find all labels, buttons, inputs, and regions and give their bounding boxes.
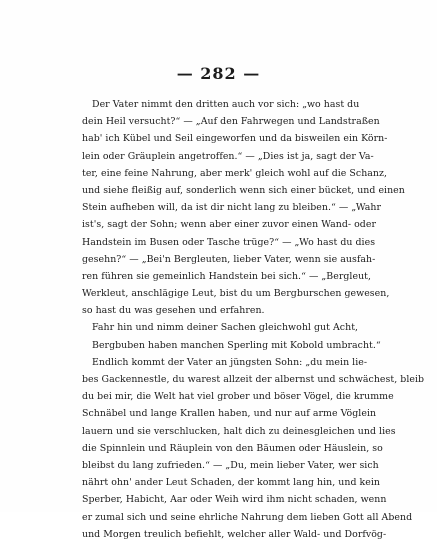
text-line: nährt ohn' ander Leut Schaden, der kommt lang hin, und kein	[82, 477, 380, 489]
text-line: hab' ich Kübel und Seil eingeworfen und da bisweilen ein Körn-	[82, 133, 388, 145]
text-line: lauern und sie verschlucken, halt dich zu deinesgleichen und lies	[82, 425, 396, 437]
text-line: du bei mir, die Welt hat viel grober und böser Vögel, die krumme	[82, 391, 394, 403]
text-line: Fahr hin und nimm deiner Sachen gleichwohl gut Acht,	[92, 322, 359, 334]
text-line: er zumal sich und seine ehrliche Nahrung dem lieben Gott all Abend	[82, 511, 413, 523]
text-line: Handstein im Busen oder Tasche trüge?“ — „Wo hast du dies	[82, 236, 376, 248]
text-line: Stein aufheben will, da ist dir nicht lang zu bleiben.“ — „Wahr	[82, 202, 382, 214]
text-line: und siehe fleißig auf, sonderlich wenn sich einer bücket, und einen	[82, 184, 405, 196]
page-number: — 282 —	[176, 64, 261, 83]
text-line: gesehn?“ — „Bei'n Bergleuten, lieber Vater, wenn sie ausfah-	[82, 253, 376, 265]
text-line: lein oder Gräuplein angetroffen.“ — „Dies ist ja, sagt der Va-	[82, 150, 374, 162]
text-line: Schnäbel und lange Krallen haben, und nur auf arme Vöglein	[82, 408, 377, 420]
text-line: ren führen sie gemeinlich Handstein bei sich.“ — „Bergleut,	[82, 270, 372, 282]
body-text	[82, 96, 425, 543]
text-line: bes Gackennestle, du warest allzeit der albernst und schwächest, bleib	[82, 374, 425, 385]
text-line: Der Vater nimmt den dritten auch vor sich: „wo hast du	[92, 99, 360, 110]
text-line: die Spinnlein und Räuplein von den Bäumen oder Häuslein, so	[82, 442, 383, 454]
text-line: so hast du was gesehen und erfahren.	[82, 305, 265, 317]
text-line: ist's, sagt der Sohn; wenn aber einer zuvor einen Wand- oder	[82, 219, 376, 231]
text-line: Sperber, Habicht, Aar oder Weih wird ihm nicht schaden, wenn	[82, 494, 387, 506]
text-line: bleibst du lang zufrieden.“ — „Du, mein lieber Vater, wer sich	[82, 459, 379, 471]
text-line: Werkleut, anschlägige Leut, bist du um Bergburschen gewesen,	[82, 288, 390, 300]
text-line: und Morgen treulich befiehlt, welcher aller Wald- und Dorfvög-	[82, 528, 387, 540]
text-line: Bergbuben haben manchen Sperling mit Kobold umbracht.“	[92, 339, 381, 351]
text-line: dein Heil versucht?“ — „Auf den Fahrwegen und Landstraßen	[82, 116, 380, 128]
text-line: ter, eine feine Nahrung, aber merk' gleich wohl auf die Schanz,	[82, 167, 388, 179]
text-line: Endlich kommt der Vater an jüngsten Sohn: „du mein lie-	[92, 356, 368, 368]
